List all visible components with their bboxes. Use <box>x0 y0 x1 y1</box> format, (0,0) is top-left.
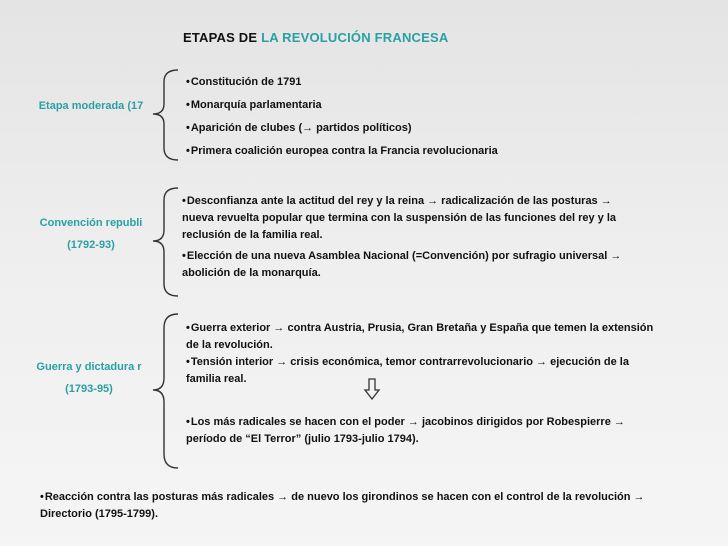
stage-guerra <box>30 356 148 400</box>
brace-stage-2 <box>150 186 180 298</box>
stage1-item-2: • Monarquía parlamentaria <box>186 97 706 114</box>
stage-guerra-dates: (1793-95) <box>65 383 113 395</box>
stage1-item-3: • Aparición de clubes (→ partidos políticos) <box>186 120 706 137</box>
footer-item: • Reacción contra las posturas más radicales → de nuevo los girondinos se hacen con el control de la revolución → Directorio (1795-1799). <box>40 489 660 523</box>
title-accent: LA REVOLUCIÓN FRANCESA <box>261 30 449 45</box>
stage-guerra-name: Guerra y dictadura r <box>36 361 142 373</box>
stage-moderada-name: Etapa moderada (17 <box>38 100 144 112</box>
down-arrow-icon <box>363 378 381 400</box>
stage1-item-4: • Primera coalición europea contra la Francia revolucionaria <box>186 143 706 160</box>
brace-stage-1 <box>150 68 180 162</box>
stage3-item-1: • Guerra exterior → contra Austria, Prusia, Gran Bretaña y España que temen la extensión de la revolución. <box>186 320 666 354</box>
stage2-item-2: • Elección de una nueva Asamblea Nacional (=Convención) por sufragio universal → abolición de la monarquía. <box>182 248 622 282</box>
stage-convencion <box>32 212 150 256</box>
page-title <box>183 30 448 45</box>
stage-convencion-name: Convención republi <box>39 217 143 229</box>
stage3-item-2: • Tensión interior → crisis económica, temor contrarrevolucionario → ejecución de la familia real. <box>186 354 666 388</box>
stage3-item-3: • Los más radicales se hacen con el poder → jacobinos dirigidos por Robespierre → período de “El Terror” (julio 1793-julio 1794). <box>186 414 666 448</box>
brace-stage-3 <box>150 312 180 470</box>
stage1-item-1: • Constitución de 1791 <box>186 74 706 91</box>
stage-convencion-dates: (1792-93) <box>67 239 115 251</box>
stage-moderada <box>32 95 150 117</box>
stage2-item-1: • Desconfianza ante la actitud del rey y la reina → radicalización de las posturas → nueva revuelta popular que termina con la suspensión de las funciones del rey y la reclusión de la familia real. <box>182 193 622 244</box>
title-prefix: ETAPAS DE <box>183 30 258 45</box>
